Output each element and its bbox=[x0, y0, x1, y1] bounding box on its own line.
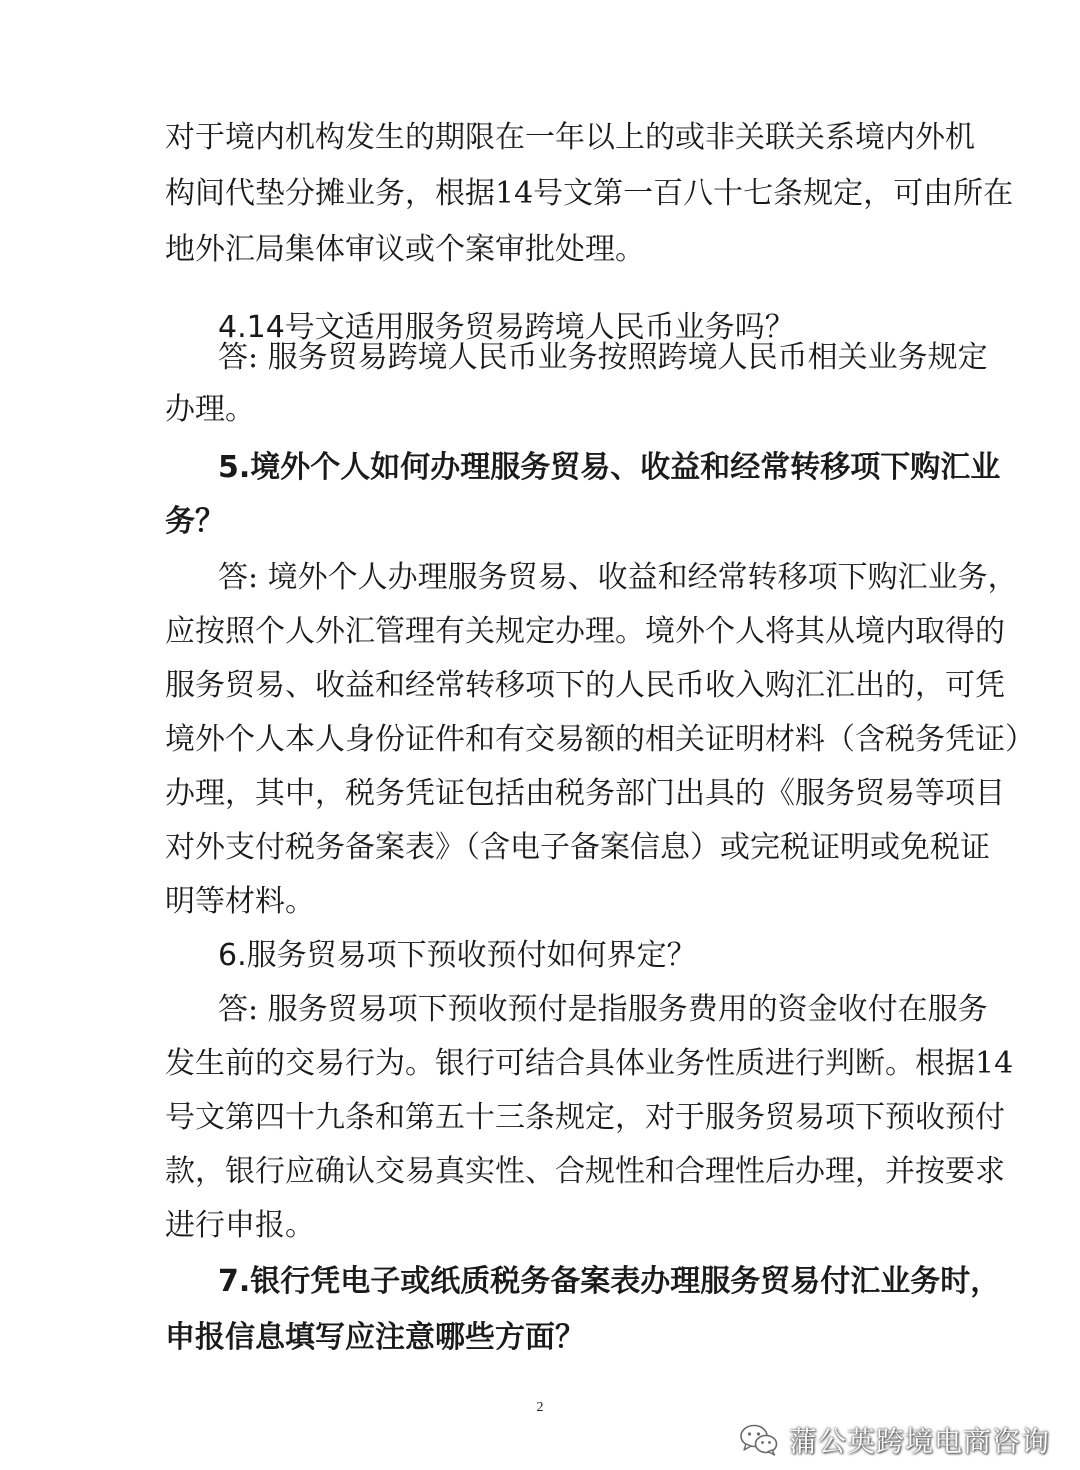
paragraph-line: 答: 境外个人办理服务贸易、收益和经常转移项下购汇业务， bbox=[218, 560, 1018, 595]
question-heading: 7.银行凭电子或纸质税务备案表办理服务贸易付汇业务时， bbox=[218, 1264, 1001, 1299]
wechat-icon bbox=[739, 1423, 779, 1457]
paragraph-line: 款，银行应确认交易真实性、合规性和合理性后办理，并按要求 bbox=[165, 1154, 1005, 1189]
question-heading: 4.14号文适用服务贸易跨境人民币业务吗？ bbox=[218, 310, 795, 345]
page-number: 2 bbox=[536, 1400, 544, 1415]
paragraph-line: 答: 服务贸易跨境人民币业务按照跨境人民币相关业务规定 bbox=[218, 340, 988, 375]
paragraph-line: 进行申报。 bbox=[165, 1208, 315, 1243]
paragraph-line: 明等材料。 bbox=[165, 884, 315, 919]
paragraph-line: 对于境内机构发生的期限在一年以上的或非关联关系境内外机 bbox=[165, 120, 975, 155]
paragraph-line: 答: 服务贸易项下预收预付是指服务费用的资金收付在服务 bbox=[218, 992, 988, 1027]
paragraph-line: 应按照个人外汇管理有关规定办理。境外个人将其从境内取得的 bbox=[165, 614, 1005, 649]
question-heading: 5.境外个人如何办理服务贸易、收益和经常转移项下购汇业 bbox=[218, 450, 1001, 485]
question-heading: 申报信息填写应注意哪些方面？ bbox=[165, 1320, 585, 1355]
watermark-text: 蒲公英跨境电商咨询 bbox=[788, 1425, 1050, 1458]
paragraph-line: 号文第四十九条和第五十三条规定，对于服务贸易项下预收预付 bbox=[165, 1100, 1005, 1135]
question-heading: 6.服务贸易项下预收预付如何界定？ bbox=[218, 938, 697, 973]
paragraph-line: 地外汇局集体审议或个案审批处理。 bbox=[165, 232, 645, 267]
question-heading: 务？ bbox=[165, 504, 225, 539]
paragraph-line: 服务贸易、收益和经常转移项下的人民币收入购汇汇出的，可凭 bbox=[165, 668, 1005, 703]
paragraph-line: 境外个人本人身份证件和有交易额的相关证明材料（含税务凭证） bbox=[165, 722, 1035, 757]
paragraph-line: 对外支付税务备案表》（含电子备案信息）或完税证明或免税证 bbox=[165, 830, 990, 865]
paragraph-line: 发生前的交易行为。银行可结合具体业务性质进行判断。根据14 bbox=[165, 1046, 1014, 1081]
watermark bbox=[739, 1420, 1050, 1460]
paragraph-line: 办理。 bbox=[165, 392, 255, 427]
paragraph-line: 构间代垫分摊业务，根据14号文第一百八十七条规定，可由所在 bbox=[165, 176, 1014, 211]
paragraph-line: 办理，其中，税务凭证包括由税务部门出具的《服务贸易等项目 bbox=[165, 776, 1005, 811]
